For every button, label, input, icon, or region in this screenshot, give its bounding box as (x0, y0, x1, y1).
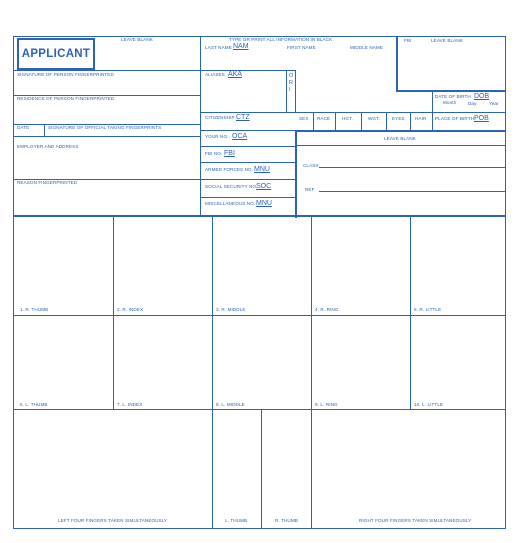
armed-forces-label: ARMED FORCES NO. (205, 167, 254, 172)
print-l-ring: 9. L. RING (315, 402, 338, 407)
mid-row-line-6 (200, 197, 295, 198)
race-label: RACE (317, 116, 331, 121)
your-no-label: YOUR NO. (205, 134, 229, 139)
grid-h-2 (13, 409, 506, 410)
dob-month: Month (443, 100, 457, 105)
hair-label: HAIR (415, 116, 427, 121)
citizenship-code[interactable]: CTZ (236, 114, 250, 121)
applicant-title: APPLICANT (17, 38, 95, 70)
aliases-right-divider (286, 70, 287, 112)
misc-label: MISCELLANEOUS NO. (205, 201, 256, 206)
header-bottom-line (13, 215, 506, 217)
pob-label: PLACE OF BIRTH (435, 116, 475, 121)
fbi-box-left (396, 36, 398, 91)
right-border (505, 36, 506, 529)
leave-blank-header-line (297, 145, 506, 146)
leave-blank-label-3: LEAVE BLANK (384, 136, 416, 141)
grid-v-thumbs-left (212, 409, 213, 528)
mid-row-line-2 (200, 130, 295, 131)
pob-code[interactable]: POB (474, 115, 489, 122)
leave-blank-box-left (295, 130, 297, 218)
bottom-border (13, 528, 506, 529)
eyes-divider (410, 112, 411, 130)
wgt-divider (386, 112, 387, 130)
reason-label: REASON FINGERPRINTED (17, 180, 78, 185)
grid-h-1 (13, 315, 506, 316)
left-section-divider (200, 36, 201, 217)
ori-i: I (289, 87, 291, 93)
middle-name-label: MIDDLE NAME (350, 45, 384, 50)
ori-o: O (289, 73, 294, 79)
dob-label: DATE OF BIRTH (435, 94, 471, 99)
hgt-divider (361, 112, 362, 130)
aliases-label: ALIASES (205, 72, 225, 77)
print-l-little: 10. L. LITTLE (414, 402, 444, 407)
citizenship-label: CITIZENSHIP (205, 115, 235, 120)
fbi-no-code[interactable]: FBI (224, 150, 235, 157)
grid-v-4 (410, 217, 411, 409)
print-r-ring: 4. R. RING (315, 307, 339, 312)
print-l-middle: 8. L. MIDDLE (216, 402, 245, 407)
sex-divider (313, 112, 314, 130)
right-four-label: RIGHT FOUR FINGERS TAKEN SIMULTANEOUSLY (359, 518, 472, 523)
class-underline (319, 167, 505, 168)
ssn-label: SOCIAL SECURITY NO. (205, 184, 258, 189)
grid-v-2 (212, 217, 213, 409)
aliases-code[interactable]: AKA (228, 71, 243, 78)
hair-divider (432, 112, 433, 130)
ori-divider (295, 70, 296, 112)
race-divider (335, 112, 336, 130)
grid-v-1 (113, 217, 114, 409)
signature-official-label: SIGNATURE OF OFFICIAL TAKING FINGERPRINTS (48, 125, 162, 130)
grid-v-3 (311, 217, 312, 528)
fbi-no-label: FBI NO. (205, 151, 223, 156)
date-divider (44, 124, 45, 136)
bottom-l-thumb-label: L. THUMB (225, 518, 248, 523)
misc-code[interactable]: MNU (256, 200, 272, 207)
type-or-print-label: TYPE OR PRINT ALL INFORMATION IN BLACK (229, 37, 333, 42)
fbi-label: FBI (404, 38, 412, 43)
your-no-code[interactable]: OCA (232, 133, 248, 140)
fbi-box-bottom (396, 90, 506, 92)
print-r-little: 5. R. LITTLE (414, 307, 442, 312)
dob-code[interactable]: DOB (474, 93, 490, 100)
ori-r: R (289, 80, 294, 86)
dob-year: Year (489, 101, 499, 106)
last-name-code[interactable]: NAM (233, 43, 249, 50)
class-label: CLASS (303, 163, 319, 168)
bottom-r-thumb-label: R. THUMB (275, 518, 298, 523)
signature-fingerprinted-label: SIGNATURE OF PERSON FINGERPRINTED (17, 72, 114, 77)
leave-blank-box-top (296, 130, 506, 132)
hgt-label: HGT. (342, 116, 353, 121)
dob-day: Day (468, 101, 477, 106)
eyes-label: EYES (392, 116, 405, 121)
print-l-thumb: 6. L. THUMB (20, 402, 48, 407)
print-r-middle: 3. R. MIDDLE (216, 307, 246, 312)
leave-blank-label-2: LEAVE BLANK (431, 38, 463, 43)
ssn-code[interactable]: SOC (256, 183, 272, 190)
date-label: DATE (17, 125, 30, 130)
last-name-label: LAST NAME (205, 45, 232, 50)
leave-blank-label-1: LEAVE BLANK (121, 37, 153, 42)
print-l-index: 7. L. INDEX (117, 402, 143, 407)
wgt-label: WGT. (368, 116, 380, 121)
sex-label: SEX (299, 116, 309, 121)
ref-label: REF (305, 187, 315, 192)
residence-label: RESIDENCE OF PERSON FINGERPRINTED (17, 96, 115, 101)
mid-row-line-4 (200, 162, 295, 163)
armed-forces-code[interactable]: MNU (254, 166, 270, 173)
employer-label: EMPLOYER AND ADDRESS (17, 144, 79, 149)
print-r-index: 2. R. INDEX (117, 307, 144, 312)
row-line-d (13, 136, 200, 137)
grid-v-thumbs-mid (261, 409, 262, 528)
mid-row-line-3 (200, 146, 295, 147)
print-r-thumb: 1. R. THUMB (20, 307, 49, 312)
mid-row-line-1 (200, 112, 506, 113)
ref-underline (319, 191, 505, 192)
left-border (13, 36, 14, 529)
first-name-label: FIRST NAME (287, 45, 316, 50)
row-line-a (13, 70, 295, 71)
dob-left-divider (432, 91, 433, 112)
mid-row-line-5 (200, 179, 295, 180)
left-four-label: LEFT FOUR FINGERS TAKEN SIMULTANEOUSLY (58, 518, 168, 523)
